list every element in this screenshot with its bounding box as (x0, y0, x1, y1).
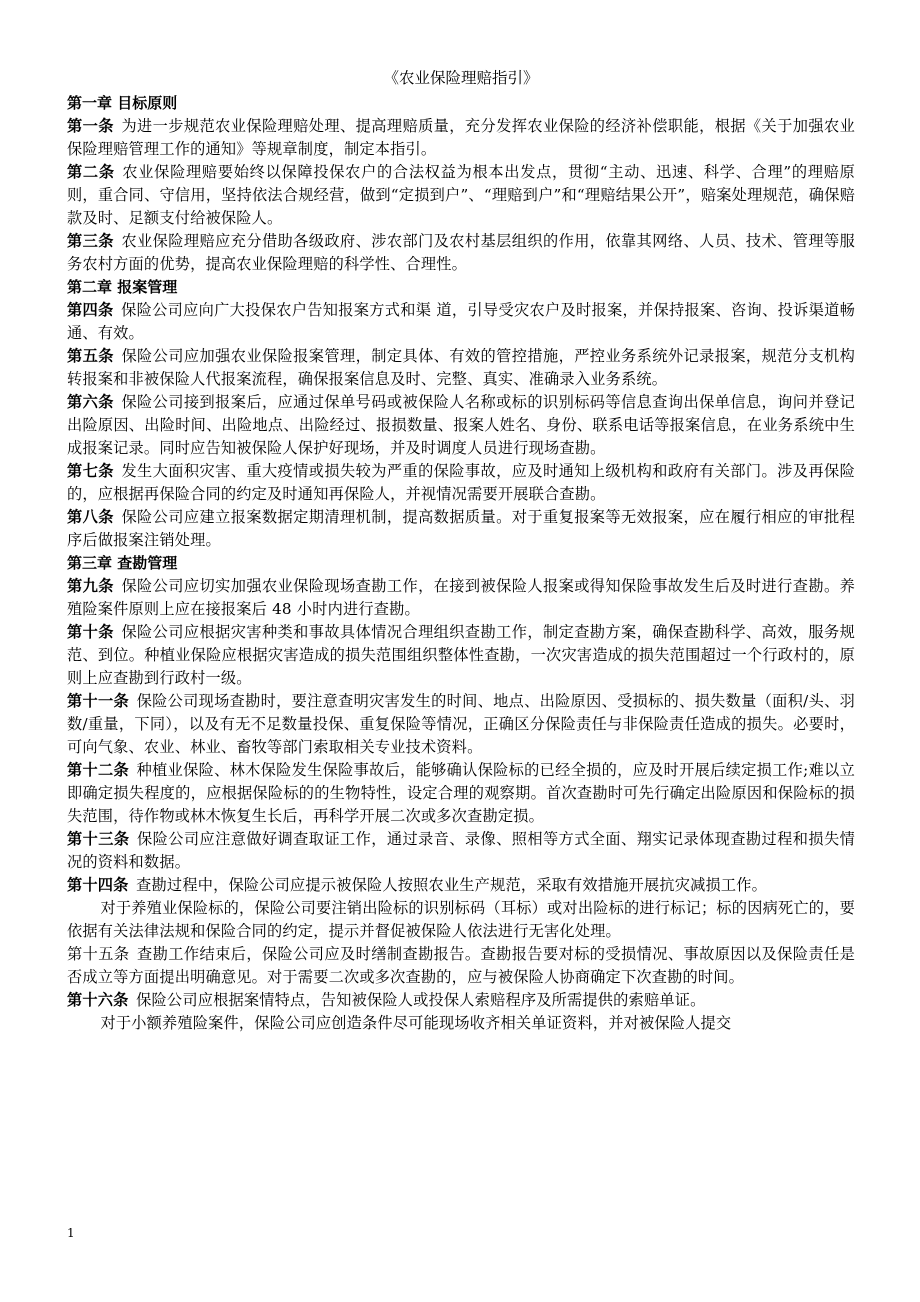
article-number: 第十一条 (67, 692, 130, 710)
article-16 (67, 989, 855, 1012)
article-8 (67, 506, 855, 552)
article-text: 保险公司应建立报案数据定期清理机制，提高数据质量。对于重复报案等无效报案，应在履行相应的审批程序后做报案注销处理。 (67, 508, 855, 549)
article-text: 发生大面积灾害、重大疫情或损失较为严重的保险事故，应及时通知上级机构和政府有关部门。涉及再保险的，应根据再保险合同的约定及时通知再保险人，并视情况需要开展联合查勘。 (67, 462, 855, 503)
chapter-heading: 第三章 查勘管理 (67, 554, 178, 572)
article-text: 查勘过程中，保险公司应提示被保险人按照农业生产规范，采取有效措施开展抗灾减损工作。 (136, 876, 768, 894)
article-number: 第五条 (67, 347, 114, 365)
article-number: 第三条 (67, 232, 114, 250)
article-1 (67, 115, 855, 161)
page-number: 1 (67, 1226, 75, 1240)
article-12 (67, 759, 855, 828)
article-number: 第九条 (67, 577, 114, 595)
article-text: 农业保险理赔要始终以保障投保农户的合法权益为根本出发点，贯彻“主动、迅速、科学、合理”的理赔原则，重合同、守信用，坚持依法合规经营，做到“定损到户”、“理赔到户”和“理赔结果公开”，赔案处理规范，确保赔款及时、足额支付给被保险人。 (67, 163, 855, 227)
article-text: 保险公司现场查勘时，要注意查明灾害发生的时间、地点、出险原因、受损标的、损失数量（面积/头、羽数/重量，下同），以及有无不足数量投保、重复保险等情况，正确区分保险责任与非保险责任造成的损失。必要时，可向气象、农业、林业、畜牧等部门索取相关专业技术资料。 (67, 692, 855, 756)
article-number: 第十二条 (67, 761, 130, 779)
article-text: 保险公司应向广大投保农户告知报案方式和渠 道，引导受灾农户及时报案，并保持报案、咨询、投诉渠道畅通、有效。 (67, 301, 855, 342)
article-text: 保险公司应根据案情特点，告知被保险人或投保人索赔程序及所需提供的索赔单证。 (136, 991, 706, 1009)
article-number: 第十三条 (67, 830, 130, 848)
article-number: 第十条 (67, 623, 114, 641)
article-6 (67, 391, 855, 460)
article-14 (67, 874, 855, 897)
paragraph: 对于小额养殖险案件，保险公司应创造条件尽可能现场收齐相关单证资料，并对被保险人提交 (100, 1014, 732, 1032)
article-10 (67, 621, 855, 690)
article-text: 保险公司应根据灾害种类和事故具体情况合理组织查勘工作，制定查勘方案，确保查勘科学、高效，服务规范、到位。种植业保险应根据灾害造成的损失范围组织整体性查勘，一次灾害造成的损失范围超过一个行政村的，原则上应查勘到行政村一级。 (67, 623, 855, 687)
article-number: 第十五条 (67, 945, 130, 963)
article-number: 第二条 (67, 163, 115, 181)
article-number: 第六条 (67, 393, 114, 411)
article-13 (67, 828, 855, 874)
article-number: 第十四条 (67, 876, 129, 894)
article-number: 第四条 (67, 301, 114, 319)
chapter-heading: 第一章 目标原则 (67, 94, 178, 112)
document-page (67, 66, 855, 1035)
article-text: 保险公司应加强农业保险报案管理，制定具体、有效的管控措施，严控业务系统外记录报案，规范分支机构转报案和非被保险人代报案流程，确保报案信息及时、完整、真实、准确录入业务系统。 (67, 347, 855, 388)
article-number: 第七条 (67, 462, 114, 480)
article-11 (67, 690, 855, 759)
chapter-heading: 第二章 报案管理 (67, 278, 178, 296)
article-9 (67, 575, 855, 621)
article-text: 保险公司接到报案后，应通过保单号码或被保险人名称或标的识别标码等信息查询出保单信息，询问并登记出险原因、出险时间、出险地点、出险经过、报损数量、报案人姓名、身份、联系电话等报案信息，在业务系统中生成报案记录。同时应告知被保险人保护好现场，并及时调度人员进行现场查勘。 (67, 393, 855, 457)
article-text: 查勘工作结束后，保险公司应及时缮制查勘报告。查勘报告要对标的受损情况、事故原因以及保险责任是否成立等方面提出明确意见。对于需要二次或多次查勘的，应与被保险人协商确定下次查勘的时间。 (67, 945, 855, 986)
article-2 (67, 161, 855, 230)
article-number: 第十六条 (67, 991, 129, 1009)
article-4 (67, 299, 855, 345)
article-text: 保险公司应注意做好调查取证工作，通过录音、录像、照相等方式全面、翔实记录体现查勘过程和损失情况的资料和数据。 (67, 830, 855, 871)
article-15 (67, 943, 855, 989)
article-number: 第一条 (67, 117, 114, 135)
article-7 (67, 460, 855, 506)
article-text: 为进一步规范农业保险理赔处理、提高理赔质量，充分发挥农业保险的经济补偿职能，根据《关于加强农业保险理赔管理工作的通知》等规章制度，制定本指引。 (67, 117, 855, 158)
document-title: 《农业保险理赔指引》 (383, 69, 539, 87)
article-5 (67, 345, 855, 391)
article-3 (67, 230, 855, 276)
paragraph: 对于养殖业保险标的，保险公司要注销出险标的识别标码（耳标）或对出险标的进行标记；标的因病死亡的，要依据有关法律法规和保险合同的约定，提示并督促被保险人依法进行无害化处理。 (67, 899, 855, 940)
article-text: 保险公司应切实加强农业保险现场查勘工作，在接到被保险人报案或得知保险事故发生后及时进行查勘。养殖险案件原则上应在接报案后 48 小时内进行查勘。 (67, 577, 855, 618)
article-text: 种植业保险、林木保险发生保险事故后，能够确认保险标的已经全损的，应及时开展后续定损工作;难以立即确定损失程度的，应根据保险标的的生物特性，设定合理的观察期。首次查勘时可先行确定出险原因和保险标的损失范围，待作物或林木恢复生长后，再科学开展二次或多次查勘定损。 (67, 761, 855, 825)
article-number: 第八条 (67, 508, 114, 526)
article-text: 农业保险理赔应充分借助各级政府、涉农部门及农村基层组织的作用，依靠其网络、人员、技术、管理等服务农村方面的优势，提高农业保险理赔的科学性、合理性。 (67, 232, 855, 273)
